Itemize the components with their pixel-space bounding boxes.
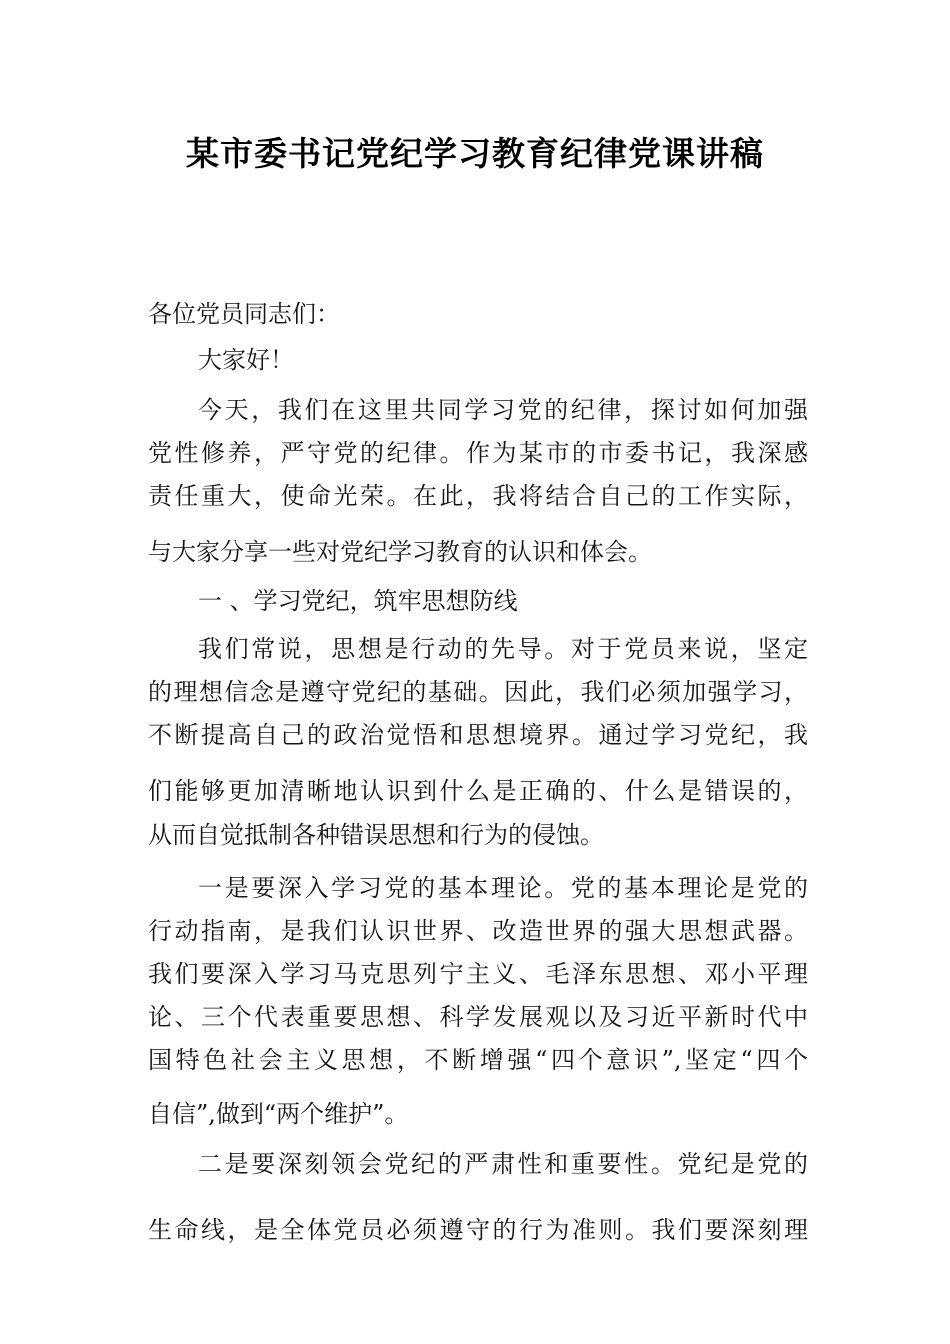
paragraph-line: 党性修养，严守党的纪律。作为某市的市委书记，我深感	[148, 439, 808, 467]
paragraph-line: 我们常说，思想是行动的先导。对于党员来说，坚定	[198, 635, 808, 663]
paragraph-line: 我们要深入学习马克思列宁主义、毛泽东思想、邓小平理	[148, 960, 808, 988]
document-title: 某市委书记党纪学习教育纪律党课讲稿	[186, 134, 764, 173]
paragraph-line: 不断提高自己的政治觉悟和思想境界。通过学习党纪，我	[148, 721, 808, 749]
paragraph-line: 行动指南，是我们认识世界、改造世界的强大思想武器。	[148, 917, 808, 945]
paragraph-line: 们能够更加清晰地认识到什么是正确的、什么是错误的，	[148, 777, 808, 805]
paragraph-line: 的理想信念是遵守党纪的基础。因此，我们必须加强学习，	[148, 678, 808, 706]
paragraph-line: 与大家分享一些对党纪学习教育的认识和体会。	[148, 538, 652, 566]
paragraph-line: 生命线，是全体党员必须遵守的行为准则。我们要深刻理	[148, 1216, 808, 1244]
section-heading: 一 、学习党纪，筑牢思想防线	[198, 587, 518, 615]
salutation: 各位党员同志们：	[148, 300, 340, 328]
paragraph-line: 责任重大，使命光荣。在此，我将结合自己的工作实际，	[148, 482, 808, 510]
paragraph-line: 从而自觉抵制各种错误思想和行为的侵蚀。	[148, 821, 604, 849]
paragraph-line: 国特色社会主义思想，不断增强“四个意识”,坚定“四个	[148, 1046, 808, 1074]
paragraph-line: 论、三个代表重要思想、科学发展观以及习近平新时代中	[148, 1003, 808, 1031]
greeting: 大家好！	[198, 346, 294, 374]
paragraph-line: 今天，我们在这里共同学习党的纪律，探讨如何加强	[198, 396, 808, 424]
paragraph-line: 一是要深入学习党的基本理论。党的基本理论是党的	[198, 874, 808, 902]
paragraph-line: 二是要深刻领会党纪的严肃性和重要性。党纪是党的	[198, 1150, 808, 1178]
paragraph-line: 自信”,做到“两个维护”。	[148, 1100, 409, 1128]
